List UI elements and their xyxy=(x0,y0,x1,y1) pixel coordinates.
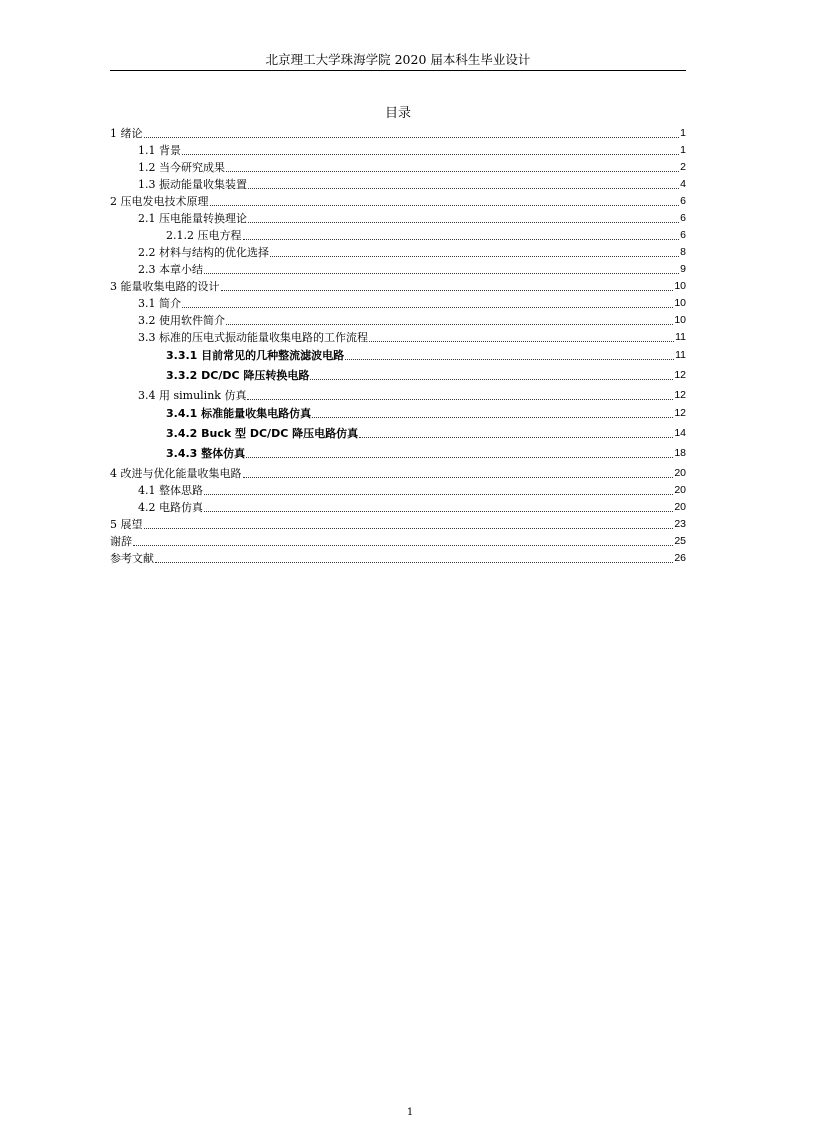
toc-entry-title: 3.3.1 目前常见的几种整流滤波电路 xyxy=(166,349,345,362)
toc-entry-page: 20 xyxy=(674,501,686,513)
toc-dot-leader xyxy=(204,484,673,495)
toc-dot-leader xyxy=(248,178,679,189)
toc-entry-page: 2 xyxy=(680,161,686,173)
toc-entry[interactable] xyxy=(110,123,686,140)
toc-entry-title: 谢辞 xyxy=(110,535,132,548)
toc-entry-title: 2.1.2 压电方程 xyxy=(166,229,242,242)
toc-dot-leader xyxy=(133,535,673,546)
toc-entry-page: 18 xyxy=(674,447,686,459)
header-rule xyxy=(110,70,686,71)
toc-dot-leader xyxy=(369,331,674,342)
toc-entry[interactable] xyxy=(166,225,686,242)
toc-entry-page: 4 xyxy=(680,178,686,190)
toc-dot-leader xyxy=(310,369,673,380)
toc-entry-page: 10 xyxy=(674,297,686,309)
toc-entry-page: 11 xyxy=(675,349,686,361)
toc-entry-page: 9 xyxy=(680,263,686,275)
toc-entry-title: 1 绪论 xyxy=(110,127,143,140)
toc-entry[interactable] xyxy=(138,497,686,514)
toc-entry-page: 6 xyxy=(680,195,686,207)
toc-dot-leader xyxy=(270,246,679,257)
toc-dot-leader xyxy=(246,447,673,458)
toc-entry[interactable] xyxy=(138,310,686,327)
toc-entry-page: 6 xyxy=(680,229,686,241)
toc-dot-leader xyxy=(243,229,680,240)
toc-entry-title: 3.4.1 标准能量收集电路仿真 xyxy=(166,407,312,420)
toc-entry-title: 4.2 电路仿真 xyxy=(138,501,203,514)
toc-entry-title: 2.1 压电能量转换理论 xyxy=(138,212,247,225)
toc-dot-leader xyxy=(204,263,679,274)
toc-entry[interactable] xyxy=(110,531,686,548)
toc-dot-leader xyxy=(226,314,673,325)
toc-entry-page: 14 xyxy=(674,427,686,439)
toc-entry[interactable] xyxy=(138,385,686,402)
toc-entry[interactable] xyxy=(138,140,686,157)
toc-entry-title: 1.2 当今研究成果 xyxy=(138,161,225,174)
toc-entry-title: 3.4.2 Buck 型 DC/DC 降压电路仿真 xyxy=(166,427,359,440)
toc-entry-page: 10 xyxy=(674,280,686,292)
toc-entry-page: 11 xyxy=(675,331,686,343)
toc-entry-title: 2.3 本章小结 xyxy=(138,263,203,276)
toc-entry-page: 20 xyxy=(674,484,686,496)
toc-entry-title: 5 展望 xyxy=(110,518,143,531)
toc-entry[interactable] xyxy=(166,403,686,420)
toc-title: 目录 xyxy=(384,106,411,121)
toc-entry-page: 6 xyxy=(680,212,686,224)
toc-dot-leader xyxy=(243,467,674,478)
toc-dot-leader xyxy=(210,195,680,206)
toc-entry-page: 20 xyxy=(674,467,686,479)
toc-dot-leader xyxy=(204,501,673,512)
toc-entry[interactable] xyxy=(166,365,686,382)
toc-entry-title: 3.3 标准的压电式振动能量收集电路的工作流程 xyxy=(138,331,368,344)
toc-entry-page: 12 xyxy=(674,369,686,381)
toc-dot-leader xyxy=(359,427,673,438)
toc-entry-page: 12 xyxy=(674,407,686,419)
toc-dot-leader xyxy=(248,212,679,223)
toc-entry-title: 3.2 使用软件简介 xyxy=(138,314,225,327)
toc-entry-title: 2 压电发电技术原理 xyxy=(110,195,209,208)
toc-entry-title: 4.1 整体思路 xyxy=(138,484,203,497)
toc-entry[interactable] xyxy=(110,463,686,480)
toc-entry[interactable] xyxy=(110,514,686,531)
toc-entry[interactable] xyxy=(138,327,686,344)
toc-entry-title: 3.3.2 DC/DC 降压转换电路 xyxy=(166,369,310,382)
toc-dot-leader xyxy=(144,518,674,529)
toc-entry-title: 3.4 用 simulink 仿真 xyxy=(138,389,247,402)
toc-entry-title: 1.3 振动能量收集装置 xyxy=(138,178,247,191)
toc-entry[interactable] xyxy=(138,242,686,259)
toc-dot-leader xyxy=(144,127,680,138)
toc-entry[interactable] xyxy=(138,293,686,310)
toc-entry[interactable] xyxy=(138,208,686,225)
toc-entry-page: 1 xyxy=(680,144,686,156)
toc-dot-leader xyxy=(247,389,673,400)
toc-entry-page: 23 xyxy=(674,518,686,530)
page-header-title: 北京理工大学珠海学院 2020 届本科生毕业设计 xyxy=(265,52,531,67)
toc-dot-leader xyxy=(345,349,674,360)
toc-entry[interactable] xyxy=(110,191,686,208)
toc-entry-page: 8 xyxy=(680,246,686,258)
toc-entry-page: 1 xyxy=(680,127,686,139)
toc-entry-title: 3 能量收集电路的设计 xyxy=(110,280,220,293)
toc-entry[interactable] xyxy=(110,276,686,293)
toc-dot-leader xyxy=(182,144,679,155)
toc-entry[interactable] xyxy=(166,345,686,362)
toc-entry[interactable] xyxy=(166,443,686,460)
toc-entry-page: 12 xyxy=(674,389,686,401)
toc-dot-leader xyxy=(226,161,679,172)
toc-dot-leader xyxy=(155,552,673,563)
toc-entry[interactable] xyxy=(110,548,686,565)
toc-entry-title: 3.4.3 整体仿真 xyxy=(166,447,246,460)
toc-entry-page: 26 xyxy=(674,552,686,564)
toc-entry[interactable] xyxy=(138,259,686,276)
toc-entry-title: 2.2 材料与结构的优化选择 xyxy=(138,246,269,259)
toc-dot-leader xyxy=(182,297,673,308)
toc-entry[interactable] xyxy=(166,423,686,440)
toc-entry[interactable] xyxy=(138,174,686,191)
toc-entry[interactable] xyxy=(138,480,686,497)
toc-dot-leader xyxy=(312,407,673,418)
toc-entry[interactable] xyxy=(138,157,686,174)
toc-entry-title: 参考文献 xyxy=(110,552,154,565)
toc-dot-leader xyxy=(221,280,674,291)
toc-entry-title: 1.1 背景 xyxy=(138,144,181,157)
toc-entry-title: 4 改进与优化能量收集电路 xyxy=(110,467,242,480)
toc-entry-page: 10 xyxy=(674,314,686,326)
toc-entry-page: 25 xyxy=(674,535,686,547)
footer-page-number: 1 xyxy=(406,1107,414,1118)
toc-entry-title: 3.1 简介 xyxy=(138,297,181,310)
